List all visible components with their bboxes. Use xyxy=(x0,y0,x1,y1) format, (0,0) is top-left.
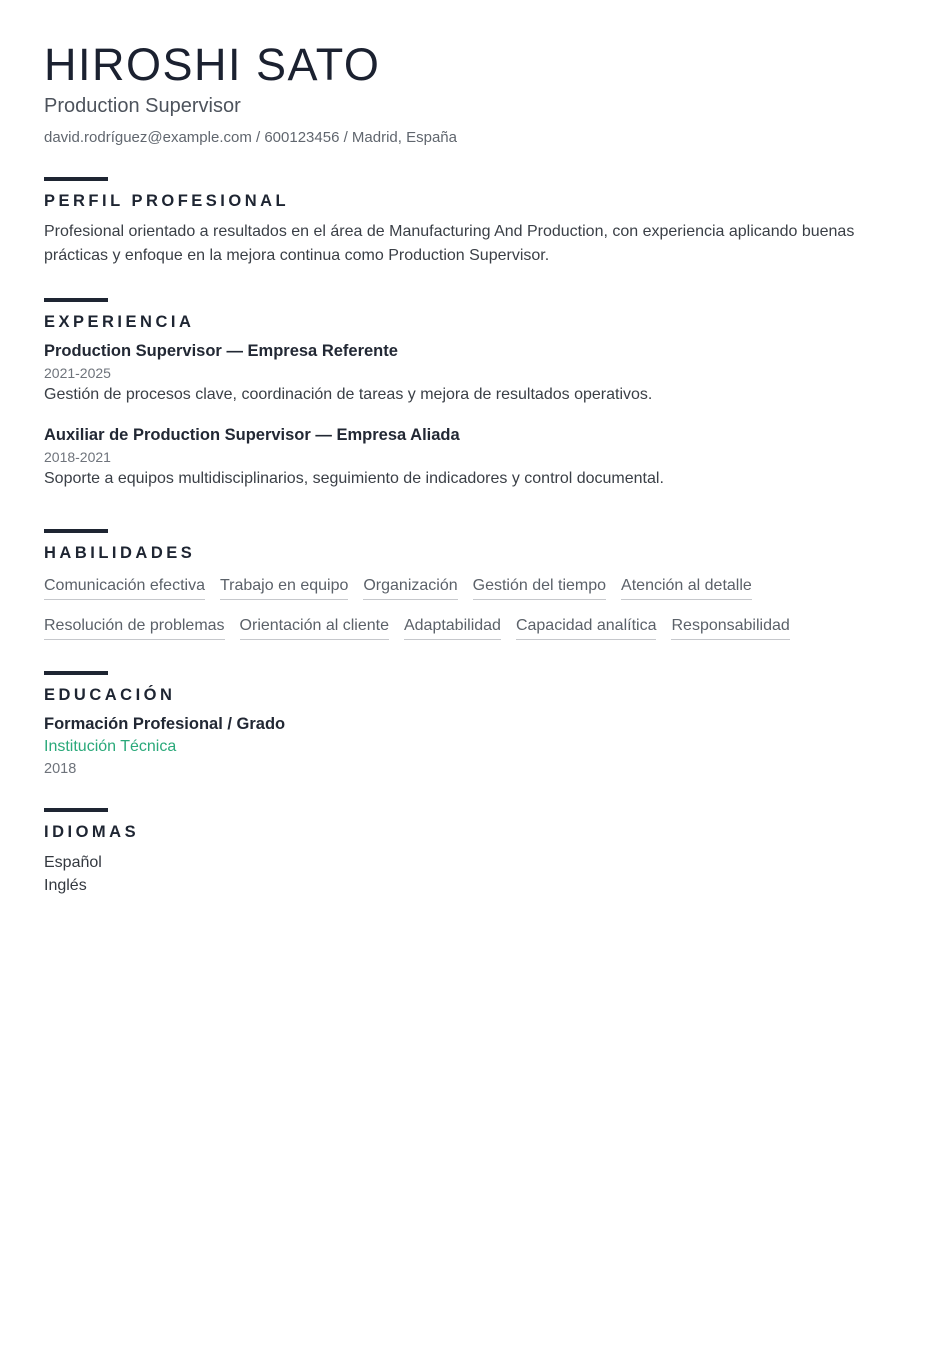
section-divider xyxy=(44,808,108,812)
job-description: Soporte a equipos multidisciplinarios, seguimiento de indicadores y control documental. xyxy=(44,470,664,487)
section-experience xyxy=(44,298,908,498)
skill-item: Orientación al cliente xyxy=(240,617,389,640)
profile-section-heading: PERFIL PROFESIONAL xyxy=(44,192,290,210)
skill-item: Gestión del tiempo xyxy=(473,577,606,600)
job-title: Production Supervisor — Empresa Referente xyxy=(44,342,398,360)
education-degree: Formación Profesional / Grado xyxy=(44,715,286,733)
job-description: Gestión de procesos clave, coordinación de tareas y mejora de resultados operativos. xyxy=(44,386,653,403)
skill-item: Trabajo en equipo xyxy=(220,577,348,600)
education-institution: Institución Técnica xyxy=(44,738,177,755)
skill-item: Capacidad analítica xyxy=(516,617,657,640)
job-dates: 2021-2025 xyxy=(44,365,111,381)
person-job-title: Production Supervisor xyxy=(44,95,241,117)
skill-item: Atención al detalle xyxy=(621,577,752,600)
experience-section-heading: EXPERIENCIA xyxy=(44,313,195,331)
skill-item: Adaptabilidad xyxy=(404,617,501,640)
skills-list xyxy=(44,577,908,640)
education-section-heading: EDUCACIÓN xyxy=(44,686,176,704)
job-dates: 2018-2021 xyxy=(44,449,111,465)
contact-line: david.rodríguez@example.com / 600123456 / Madrid, España xyxy=(44,129,457,146)
skill-item: Resolución de problemas xyxy=(44,617,225,640)
education-year: 2018 xyxy=(44,761,77,777)
section-divider xyxy=(44,177,108,181)
skill-item: Comunicación efectiva xyxy=(44,577,205,600)
language-item: Inglés xyxy=(44,877,87,894)
section-languages xyxy=(44,808,908,897)
profile-summary-text: Profesional orientado a resultados en el área de Manufacturing And Production, con experiencia aplicando buenas prácticas y enfoque en la mejora continua como Production Supervisor. xyxy=(44,223,855,264)
section-divider xyxy=(44,298,108,302)
language-item: Español xyxy=(44,854,102,871)
section-profile xyxy=(44,177,908,267)
section-skills xyxy=(44,529,908,640)
section-education xyxy=(44,671,908,777)
person-name: HIROSHI SATO xyxy=(44,39,381,90)
resume-header xyxy=(44,39,908,146)
skill-item: Responsabilidad xyxy=(671,617,789,640)
job-title: Auxiliar de Production Supervisor — Empresa Aliada xyxy=(44,426,460,444)
experience-item xyxy=(44,342,908,404)
experience-item xyxy=(44,426,908,488)
section-divider xyxy=(44,529,108,533)
languages-section-heading: IDIOMAS xyxy=(44,823,140,841)
section-divider xyxy=(44,671,108,675)
languages-list xyxy=(44,851,908,897)
skills-section-heading: HABILIDADES xyxy=(44,544,196,562)
skill-item: Organización xyxy=(363,577,457,600)
